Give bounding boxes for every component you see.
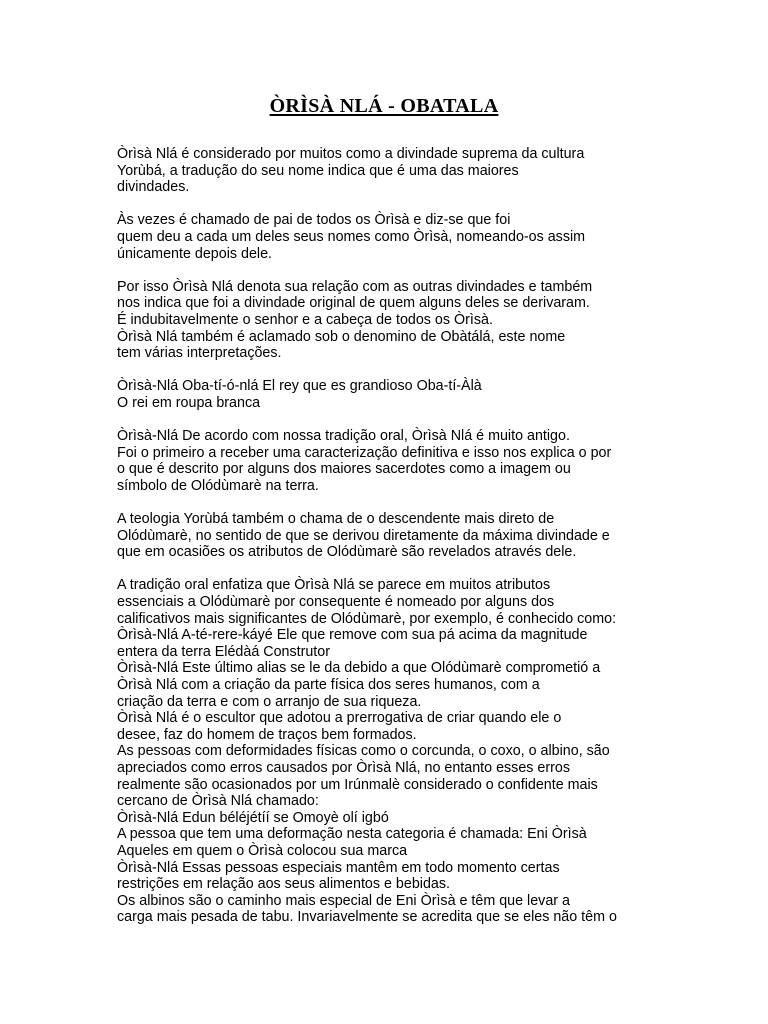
text-line: Òrìsà Nlá também é aclamado sob o denomino de Obàtálá, este nome: [117, 328, 566, 345]
text-line: divindades.: [117, 179, 190, 196]
text-line: A tradição oral enfatiza que Òrìsà Nlá se parece em muitos atributos: [117, 577, 551, 594]
text-line: Òrìsà-Nlá Oba-tí-ó-nlá El rey que es grandioso Oba-tí-Àlà: [117, 378, 482, 395]
paragraph: [117, 279, 757, 362]
text-line: cercano de Òrìsà Nlá chamado:: [117, 793, 319, 810]
text-line: Òrìsà-Nlá Essas pessoas especiais mantêm em todo momento certas: [117, 859, 560, 876]
text-line: Òrìsà-Nlá Este último alias se le da debido a que Olódùmarè comprometió a: [117, 660, 601, 677]
text-line: essenciais a Olódùmarè por consequente é nomeado por alguns dos: [117, 594, 555, 611]
paragraph: [117, 146, 757, 196]
text-line: calificativos mais significantes de Olódùmarè, por exemplo, é conhecido como:: [117, 610, 617, 627]
document-body: [117, 146, 757, 943]
paragraph: [117, 511, 757, 561]
paragraph: [117, 577, 757, 925]
text-line: Òrìsà-Nlá A-té-rere-káyé Ele que remove com sua pá acima da magnitude: [117, 627, 588, 644]
text-line: Aqueles em quem o Òrìsà colocou sua marca: [117, 842, 408, 859]
text-line: As pessoas com deformidades físicas como o corcunda, o coxo, o albino, são: [117, 743, 610, 760]
text-line: É indubitavelmente o senhor e a cabeça de todos os Òrìsà.: [117, 311, 493, 328]
text-line: Olódùmarè, no sentido de que se derivou diretamente da máxima divindade e: [117, 527, 610, 544]
text-line: Òrìsà-Nlá Edun béléjétíí se Omoyè olí igbó: [117, 809, 389, 826]
text-line: Òrìsà Nlá é o escultor que adotou a prerrogativa de criar quando ele o: [117, 710, 562, 727]
text-line: que em ocasiões os atributos de Olódùmarè são revelados através dele.: [117, 544, 577, 561]
paragraph: [117, 212, 757, 262]
text-line: Às vezes é chamado de pai de todos os Òrìsà e diz-se que foi: [117, 212, 511, 229]
text-line: entera da terra Elédàá Construtor: [117, 643, 330, 660]
text-line: o que é descrito por alguns dos maiores sacerdotes como a imagem ou: [117, 461, 571, 478]
text-line: apreciados como erros causados por Òrìsà Nlá, no entanto esses erros: [117, 759, 570, 776]
text-line: A teologia Yorùbá também o chama de o descendente mais direto de: [117, 511, 555, 528]
text-line: criação da terra e com o arranjo de sua riqueza.: [117, 693, 422, 710]
text-line: carga mais pesada de tabu. Invariavelmente se acredita que se eles não têm o: [117, 909, 617, 926]
text-line: Òrìsà-Nlá De acordo com nossa tradição oral, Òrìsà Nlá é muito antigo.: [117, 428, 570, 445]
text-line: nos indica que foi a divindade original de quem alguns deles se derivaram.: [117, 295, 590, 312]
text-line: únicamente depois dele.: [117, 245, 272, 262]
text-line: Yorùbá, a tradução do seu nome indica que é uma das maiores: [117, 162, 519, 179]
paragraph: [117, 428, 757, 494]
text-line: A pessoa que tem uma deformação nesta categoria é chamada: Eni Òrìsà: [117, 826, 587, 843]
text-line: tem várias interpretações.: [117, 345, 282, 362]
text-line: Por isso Òrìsà Nlá denota sua relação com as outras divindades e também: [117, 278, 593, 295]
paragraph: [117, 378, 757, 411]
text-line: restrições em relação aos seus alimentos e bebidas.: [117, 876, 450, 893]
text-line: Òrìsà Nlá com a criação da parte física dos seres humanos, com a: [117, 677, 540, 693]
text-line: Òrìsà Nlá é considerado por muitos como a divindade suprema da cultura: [117, 146, 585, 162]
text-line: desee, faz do homem de traços bem formados.: [117, 726, 417, 743]
text-line: realmente são ocasionados por um Irúnmalè considerado o confidente mais: [117, 776, 598, 793]
text-line: Foi o primeiro a receber uma caracterização definitiva e isso nos explica o por: [117, 444, 612, 461]
text-line: quem deu a cada um deles seus nomes como Òrìsà, nomeando-os assim: [117, 228, 586, 245]
text-line: Os albinos são o caminho mais especial de Eni Òrìsà e têm que levar a: [117, 892, 570, 909]
text-line: símbolo de Olódùmarè na terra.: [117, 477, 319, 494]
document-title: ÒRÌSÀ NLÁ - OBATALA: [269, 95, 499, 117]
text-line: O rei em roupa branca: [117, 394, 261, 411]
